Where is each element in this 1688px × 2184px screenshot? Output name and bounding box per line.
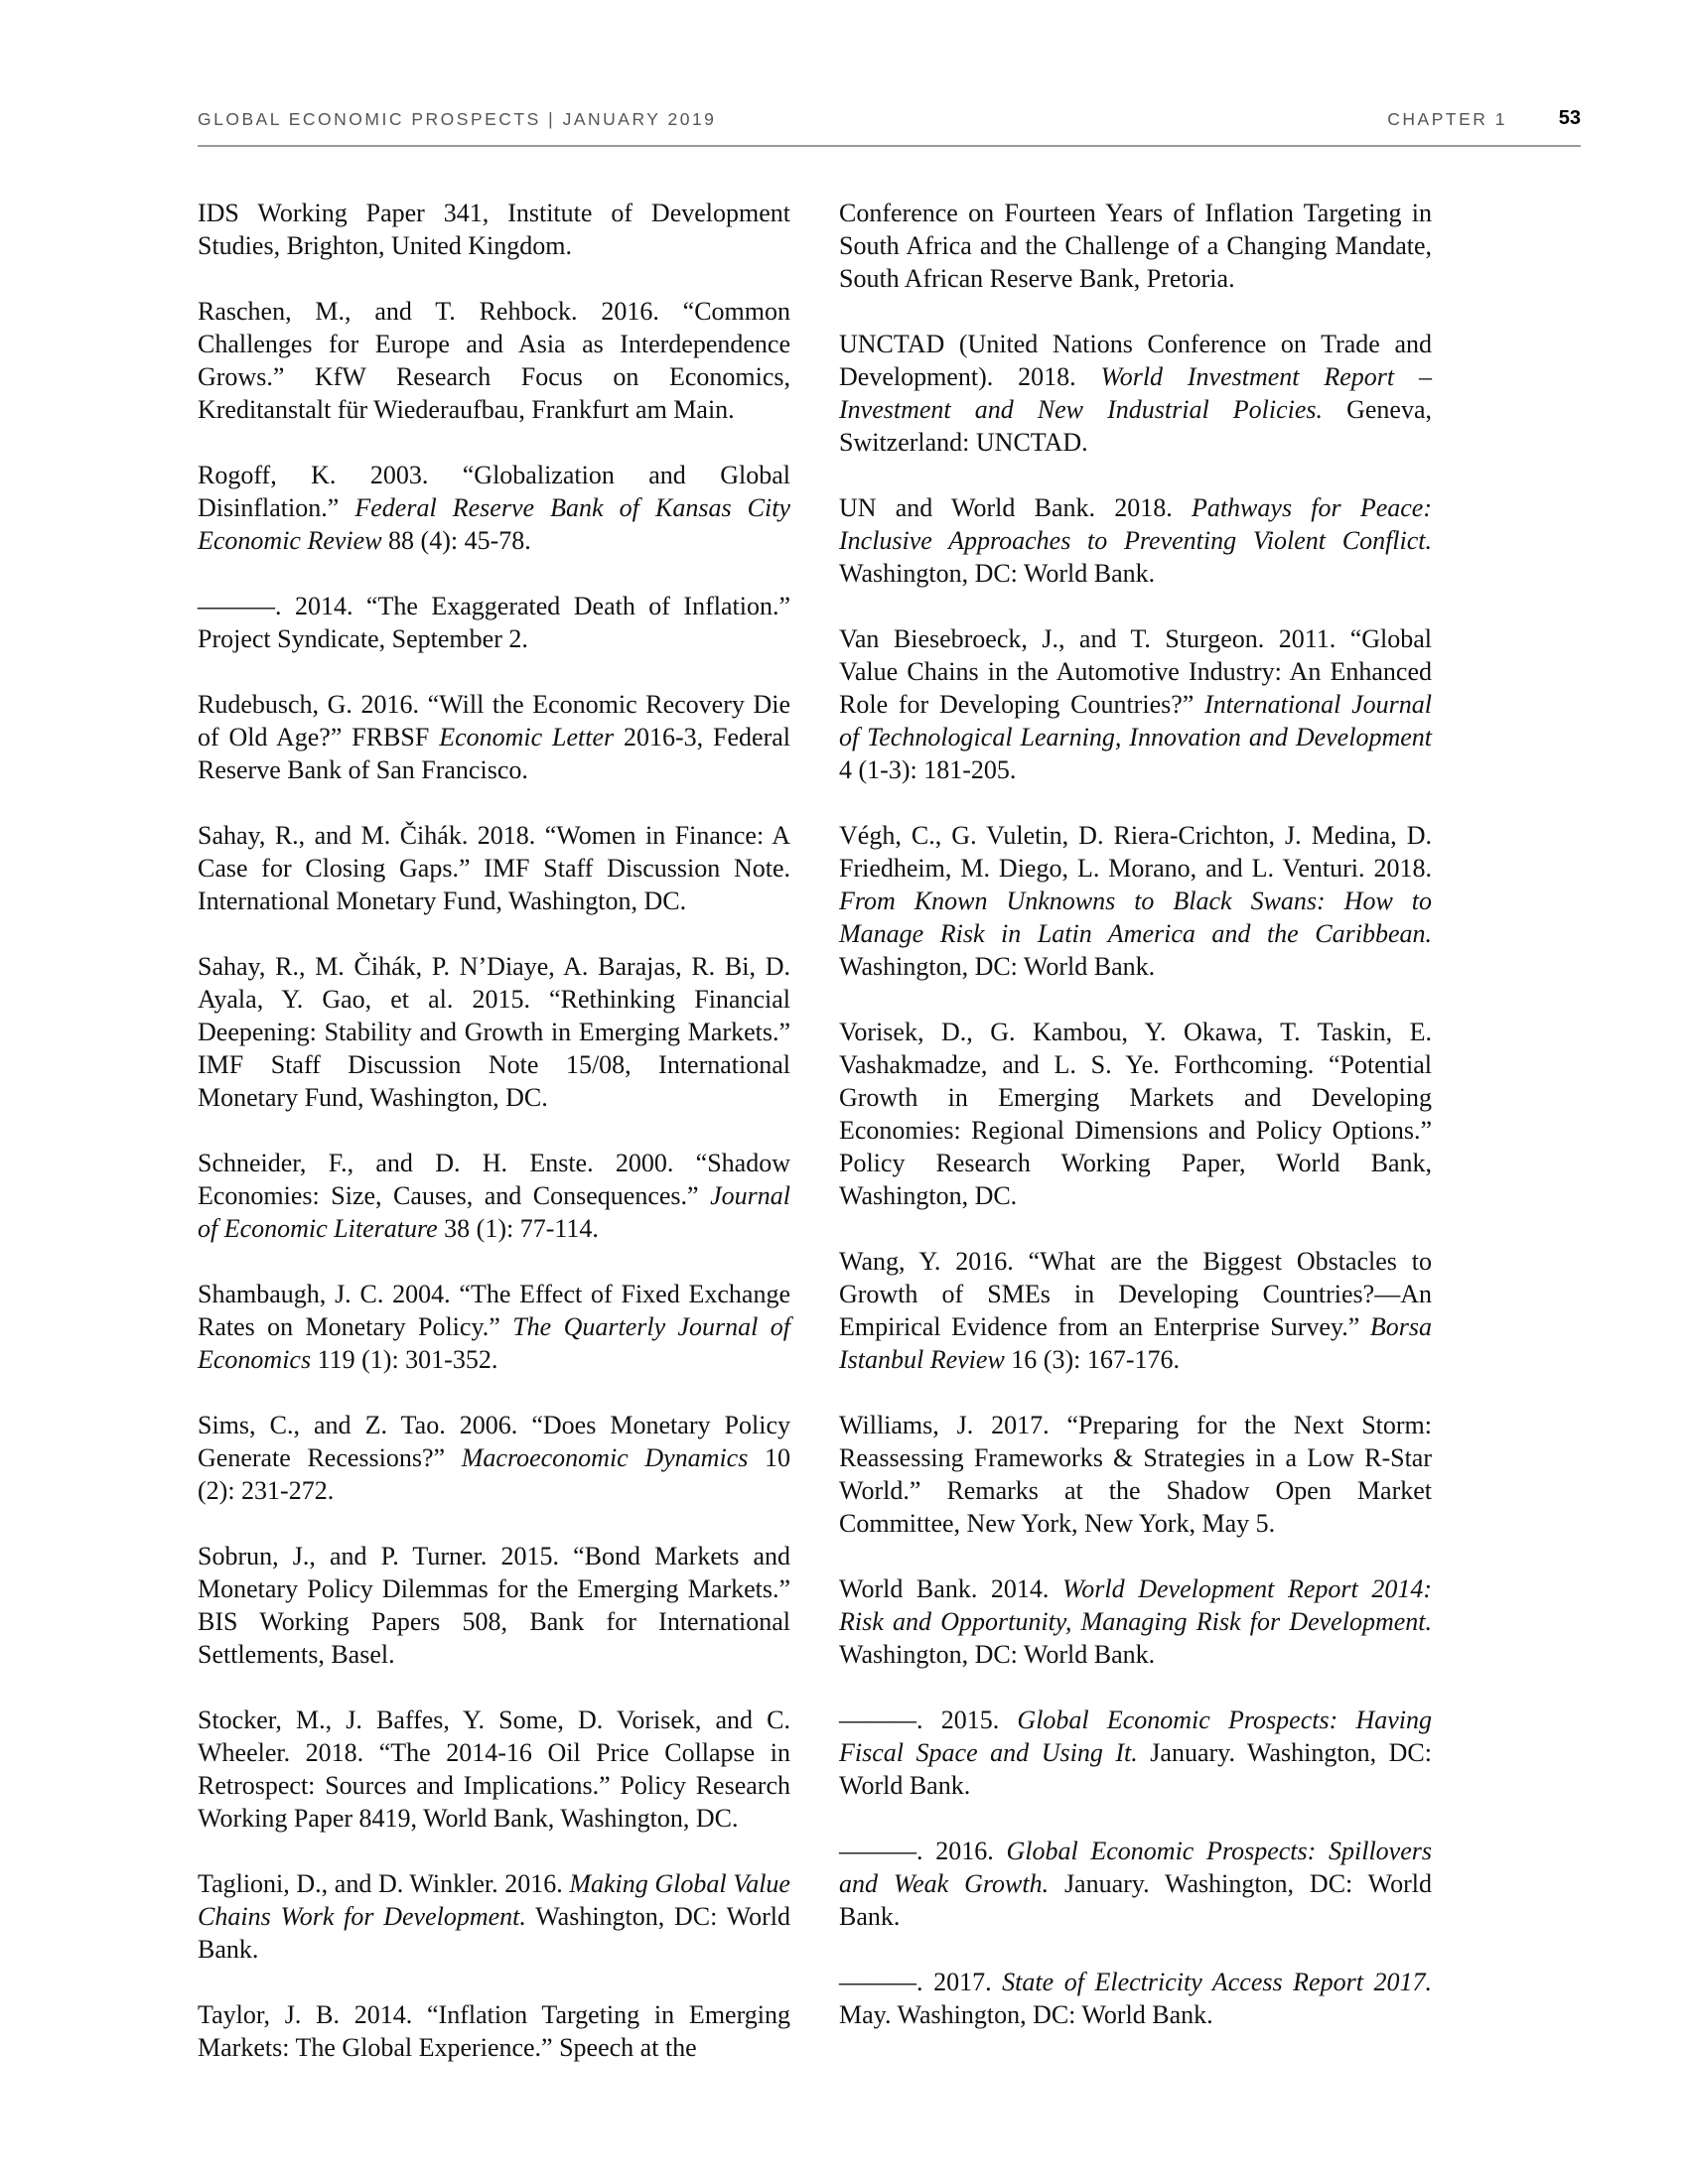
reference-entry	[198, 295, 790, 426]
reference-entry	[839, 1966, 1432, 2031]
reference-title-italic: Economic Letter	[439, 723, 615, 751]
reference-text: IDS Working Paper 341, Institute of Development Studies, Brighton, United Kingdom.	[198, 199, 790, 260]
reference-text: 2016-3, Federal Reserve Bank of San Francisco.	[198, 723, 791, 784]
running-header	[198, 105, 1581, 147]
reference-title-italic: From Known Unknowns to Black Swans: How to Manage Risk in Latin America and the Caribbean.	[839, 887, 1432, 948]
reference-title-italic: Macroeconomic Dynamics	[461, 1443, 749, 1472]
reference-text: Rogoff, K. 2003. “Globalization and Global Disinflation.”	[198, 461, 790, 522]
reference-title-italic: Global Economic Prospects: Spillovers and Weak Growth.	[839, 1837, 1432, 1898]
reference-entry	[839, 1572, 1432, 1671]
reference-title-italic: Journal of Economic Literature	[198, 1181, 790, 1243]
reference-text: 4 (1-3): 181-205.	[839, 755, 1017, 784]
reference-entry	[198, 197, 790, 262]
reference-text: Rudebusch, G. 2016. “Will the Economic Recovery Die of Old Age?” FRBSF	[198, 690, 790, 751]
reference-text: Sobrun, J., and P. Turner. 2015. “Bond Markets and Monetary Policy Dilemmas for the Emerging Markets.” BIS Working Papers 508, Bank for International Settlements, Basel.	[198, 1542, 790, 1669]
reference-title-italic: Pathways for Peace: Inclusive Approaches to Preventing Violent Conflict.	[839, 493, 1432, 555]
reference-text: 16 (3): 167-176.	[1004, 1345, 1180, 1374]
reference-entry	[839, 1835, 1432, 1933]
reference-entry	[839, 1704, 1432, 1802]
reference-text: ———. 2016.	[839, 1837, 1007, 1865]
reference-title-italic: State of Electricity Access Report 2017.	[1002, 1968, 1432, 1996]
reference-text: Williams, J. 2017. “Preparing for the Next Storm: Reassessing Frameworks & Strategies in a Low R-Star World.” Remarks at the Shadow Open Market Committee, New York, New York, May 5.	[839, 1411, 1432, 1538]
reference-text: Schneider, F., and D. H. Enste. 2000. “Shadow Economies: Size, Causes, and Consequences.”	[198, 1149, 790, 1210]
reference-text: Washington, DC: World Bank.	[839, 1640, 1156, 1669]
reference-text: Taylor, J. B. 2014. “Inflation Targeting in Emerging Markets: The Global Experience.” Speech at the	[198, 2000, 790, 2062]
reference-entry	[839, 819, 1432, 983]
reference-text: Sims, C., and Z. Tao. 2006. “Does Monetary Policy Generate Recessions?”	[198, 1411, 790, 1472]
reference-text: ———. 2015.	[839, 1706, 1018, 1734]
reference-text: 119 (1): 301-352.	[311, 1345, 498, 1374]
reference-entry	[198, 1540, 790, 1671]
page-number: 53	[1558, 107, 1581, 129]
reference-text: Washington, DC: World Bank.	[198, 1902, 790, 1964]
reference-entry	[198, 1704, 790, 1835]
reference-text: May. Washington, DC: World Bank.	[839, 2000, 1213, 2029]
reference-text: Geneva, Switzerland: UNCTAD.	[839, 395, 1432, 457]
reference-text: 88 (4): 45-78.	[381, 526, 531, 555]
reference-text: Washington, DC: World Bank.	[839, 952, 1156, 981]
reference-entry	[198, 950, 790, 1114]
reference-text: Shambaugh, J. C. 2004. “The Effect of Fixed Exchange Rates on Monetary Policy.”	[198, 1280, 790, 1341]
reference-entry	[198, 1278, 790, 1376]
reference-text: UNCTAD (United Nations Conference on Trade and Development). 2018.	[839, 330, 1432, 391]
reference-text: Raschen, M., and T. Rehbock. 2016. “Common Challenges for Europe and Asia as Interdependence Grows.” KfW Research Focus on Economics, Kreditanstalt für Wiederaufbau, Frankfurt am Main.	[198, 297, 790, 424]
reference-text: ———. 2017.	[839, 1968, 1003, 1996]
chapter-label: CHAPTER 1	[1387, 109, 1507, 129]
reference-text: Vorisek, D., G. Kambou, Y. Okawa, T. Taskin, E. Vashakmadze, and L. S. Ye. Forthcoming. “Potential Growth in Emerging Markets and Developing Economies: Regional Dimensions and Policy Options.” Policy Research Working Paper, World Bank, Washington, DC.	[839, 1018, 1432, 1210]
reference-text: Wang, Y. 2016. “What are the Biggest Obstacles to Growth of SMEs in Developing Countries?—An Empirical Evidence from an Enterprise Survey.”	[839, 1247, 1432, 1341]
reference-entry	[198, 819, 790, 917]
reference-entry	[198, 1147, 790, 1245]
reference-entry	[198, 688, 790, 786]
reference-title-italic: World Development Report 2014: Risk and Opportunity, Managing Risk for Development.	[839, 1574, 1432, 1636]
reference-text: Conference on Fourteen Years of Inflation Targeting in South Africa and the Challenge of a Changing Mandate, South African Reserve Bank, Pretoria.	[839, 199, 1432, 293]
reference-text: Stocker, M., J. Baffes, Y. Some, D. Vorisek, and C. Wheeler. 2018. “The 2014-16 Oil Price Collapse in Retrospect: Sources and Implications.” Policy Research Working Paper 8419, World Bank, Washington, DC.	[198, 1706, 790, 1833]
reference-text: Washington, DC: World Bank.	[839, 559, 1156, 588]
reference-entry	[839, 328, 1432, 459]
reference-entry	[198, 590, 790, 655]
references-left-column	[198, 197, 790, 2097]
reference-entry	[198, 459, 790, 557]
reference-title-italic: The Quarterly Journal of Economics	[198, 1312, 790, 1374]
publication-title: GLOBAL ECONOMIC PROSPECTS | JANUARY 2019	[198, 109, 717, 129]
reference-text: Van Biesebroeck, J., and T. Sturgeon. 2011. “Global Value Chains in the Automotive Industry: An Enhanced Role for Developing Countries?”	[839, 624, 1432, 719]
reference-text: Taglioni, D., and D. Winkler. 2016.	[198, 1869, 570, 1898]
reference-text: Sahay, R., M. Čihák, P. N’Diaye, A. Barajas, R. Bi, D. Ayala, Y. Gao, et al. 2015. “Rethinking Financial Deepening: Stability and Growth in Emerging Markets.” IMF Staff Discussion Note 15/08, International Monetary Fund, Washington, DC.	[198, 952, 790, 1112]
reference-text: World Bank. 2014.	[839, 1574, 1063, 1603]
reference-entry	[839, 622, 1432, 786]
reference-text: ———. 2014. “The Exaggerated Death of Inflation.” Project Syndicate, September 2.	[198, 592, 790, 653]
reference-title-italic: World Investment Report – Investment and New Industrial Policies.	[839, 362, 1432, 424]
reference-text: January. Washington, DC: World Bank.	[839, 1869, 1432, 1931]
reference-title-italic: Global Economic Prospects: Having Fiscal Space and Using It.	[839, 1706, 1432, 1767]
reference-title-italic: Federal Reserve Bank of Kansas City Economic Review	[198, 493, 790, 555]
reference-text: UN and World Bank. 2018.	[839, 493, 1192, 522]
reference-text: 10 (2): 231-272.	[198, 1443, 791, 1505]
reference-title-italic: International Journal of Technological Learning, Innovation and Development	[839, 690, 1432, 751]
reference-title-italic: Borsa Istanbul Review	[839, 1312, 1432, 1374]
reference-entry	[198, 1998, 790, 2064]
reference-entry	[839, 1409, 1432, 1540]
reference-text: Sahay, R., and M. Čihák. 2018. “Women in Finance: A Case for Closing Gaps.” IMF Staff Discussion Note. International Monetary Fund, Washington, DC.	[198, 821, 790, 915]
reference-entry	[198, 1409, 790, 1507]
reference-title-italic: Making Global Value Chains Work for Development.	[198, 1869, 790, 1931]
reference-text: 38 (1): 77-114.	[437, 1214, 599, 1243]
reference-entry	[839, 1245, 1432, 1376]
reference-entry	[839, 197, 1432, 295]
reference-entry	[839, 1016, 1432, 1212]
reference-text: January. Washington, DC: World Bank.	[839, 1738, 1432, 1800]
reference-entry	[839, 491, 1432, 590]
references-right-column	[839, 197, 1432, 2064]
reference-entry	[198, 1867, 790, 1966]
reference-text: Végh, C., G. Vuletin, D. Riera-Crichton, J. Medina, D. Friedheim, M. Diego, L. Morano, and L. Venturi. 2018.	[839, 821, 1432, 883]
